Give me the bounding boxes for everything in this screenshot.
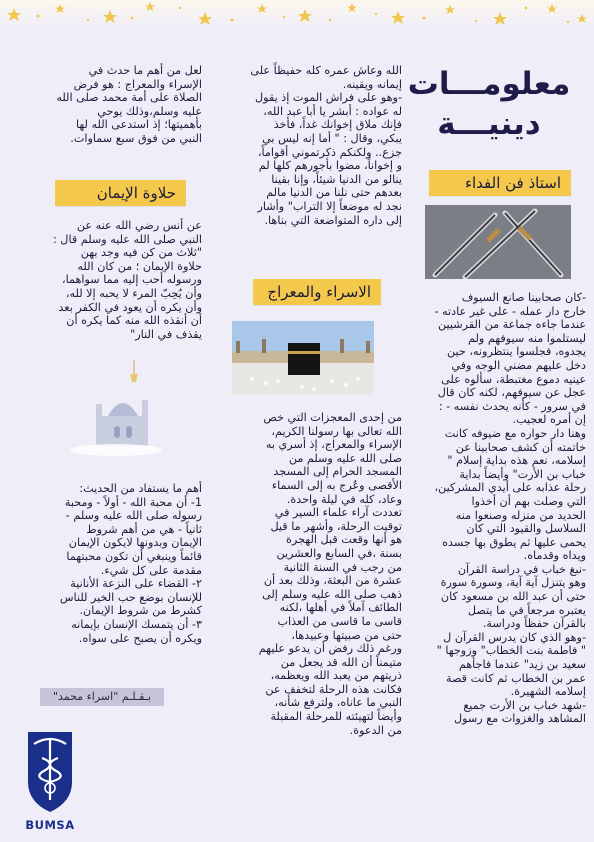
page-title-line1: معلومـــات xyxy=(407,66,571,102)
israa-line: صلى الله عليه وسلم من xyxy=(288,451,402,465)
israa-line: قاسى ما قاسى من العذاب xyxy=(277,614,402,628)
benefit-line: رسوله صلى الله عليه وسلم - xyxy=(65,509,202,523)
israa-line: وعاد، كله في ليلة واحدة. xyxy=(286,492,402,506)
israa-continued-line: الإسراء والمعراج : هو فرض xyxy=(73,77,202,91)
fidaa-line: -وهو الذي كان يدرس القرآن ل xyxy=(443,630,586,644)
page-title-line2: دينيـــة xyxy=(437,106,541,142)
fidaa-text xyxy=(418,291,586,726)
israa-line: متيمناً أن الله قد يجعل من xyxy=(280,655,402,669)
halawa-line: وأن يُحِبّ المرء لا يحبه إلا لله، xyxy=(65,286,202,300)
fidaa-line: إن أمره لعجيب. xyxy=(512,413,586,427)
israa-line: ذهب صلى الله عليه وسلم إلى xyxy=(262,587,402,601)
heading-israa: الاسراء والمعراج xyxy=(253,279,381,305)
fidaa-line: ويداه وقدماه. xyxy=(523,549,586,563)
benefit-line: ويكره أن يصبح على سواه. xyxy=(78,631,202,645)
halawa-line: ورسوله أحب إليه مما سواهما، xyxy=(61,273,202,287)
israa-line: من إحدى المعجزات التي خص xyxy=(263,411,402,424)
benefit-line: الإيمان وبدونها لايكون الإيمان xyxy=(68,536,202,550)
halawa-line: عن أنس رضي الله عنه عن xyxy=(76,219,202,232)
fidaa-line: إسلامه، نعم هذه بداية إسلام " xyxy=(447,454,586,468)
fidaa-line: السلاسل والقيود التي كان xyxy=(466,522,586,536)
continuation-line: إلى داره المتواضعة التي بناها. xyxy=(264,213,402,227)
israa-text xyxy=(226,411,402,737)
israa-line: تعددت آراء علماء السير في xyxy=(274,506,402,520)
benefit-line: 1- أن محبة الله - أولاً - ومحبة xyxy=(64,495,202,509)
fidaa-line: خباب بن الأرت" وأيضاً بداية xyxy=(459,467,586,481)
fidaa-line: في سرور - كأنه يحدث نفسه - : xyxy=(438,399,586,413)
fidaa-line: -شهد خباب بن الأرت جميع xyxy=(463,698,586,712)
fidaa-line: عجل عن سيوفهم، لكنه كان قال xyxy=(437,386,586,400)
fidaa-line: -كان صحابينا صانع السيوف xyxy=(461,291,586,304)
fidaa-line: الحديد من منزله وصنعوا منه xyxy=(455,508,586,522)
benefit-line: ٣- أن يتمسك الإنسان بإيمانه xyxy=(71,617,202,631)
israa-line: من رجب في السنة الثانية xyxy=(283,560,402,574)
crescent-mosque-icon xyxy=(56,360,166,458)
page-title xyxy=(400,64,578,144)
continuation-line: جزع.. ولكنكم ذكرتموني أقواماً، xyxy=(257,145,402,159)
swords-image xyxy=(425,205,571,279)
benefit-line: ٢- القضاء على النزعة الأنانية xyxy=(70,577,202,591)
fidaa-line: " فاطمة بنت الخطاب" وزوجها " xyxy=(436,644,586,658)
benefit-line: قائماً وينبغي أن تكون محبتهما xyxy=(66,549,202,563)
halawa-line: "ثلاث من كن فيه وجد بهن xyxy=(80,246,202,260)
israa-continued-line: لعل من أهم ما حدث في xyxy=(88,64,202,77)
benefit-line: ثانياً - هي من أهم شروط xyxy=(86,522,202,536)
benefits-text xyxy=(36,482,202,645)
halawa-line: يقذف في النار" xyxy=(130,327,202,341)
israa-line: ذريتهم من يعبد الله ويعظمه، xyxy=(270,669,402,683)
fidaa-line: بالقرآن حفظاً ودراسة. xyxy=(482,617,586,631)
israa-line: من الدعوة. xyxy=(349,723,402,737)
fidaa-line: عمر بن الخطاب ثم كانت قصة xyxy=(445,671,586,685)
israa-continued-line: بأهميتها؛ إذ استدعى الله لها xyxy=(75,118,202,132)
fidaa-line: -نبغ خباب في دراسة القرآن xyxy=(457,562,586,576)
benefit-line: كشرط من شروط الإيمان. xyxy=(79,604,202,618)
continuation-line: بعدهم حتى نلنا من الدنيا مالم xyxy=(266,186,402,200)
israa-line: الله تعالى بها رسولنا الكريم، xyxy=(271,424,402,438)
israa-line: توقيت الرحلة، وأشهر ما قيل xyxy=(270,519,402,533)
continuation-line: يبكي، وقال : " أما إنه ليس بي xyxy=(262,131,402,145)
benefit-line: مقدمة على كل شيء. xyxy=(100,563,202,577)
halawa-line: أن أنقذه الله منه كما يكره أن xyxy=(66,314,202,328)
continuation-line: إيمانه ويقينه. xyxy=(342,77,402,91)
israa-line: بسنة ،في السابع والعشرين xyxy=(276,546,402,560)
fidaa-line: حتى أن عبد الله بن مسعود كان xyxy=(440,590,586,604)
fidaa-line: عينيه دموع مغتبطة، سألوه على xyxy=(441,372,586,386)
author-label: بـقـلـم "اسراء محمد" xyxy=(40,688,164,706)
fidaa-line: يعتبره مرجعاً في ما يتصل xyxy=(467,603,586,617)
continuation-line: الله وعاش عمره كله حفيظاً على xyxy=(250,64,402,77)
heading-fidaa: استاذ فن الفداء xyxy=(429,170,571,196)
halawa-line: النبي صلى الله عليه وسلم قال : xyxy=(52,232,202,246)
benefit-line: أهم ما يستفاد من الحديث: xyxy=(79,482,202,495)
israa-continued-line: الصلاة على أمة محمد صلى الله xyxy=(56,91,202,105)
kaaba-image xyxy=(232,321,374,395)
fidaa-line: خارج دار عمله - على غير عادته - xyxy=(434,304,586,318)
israa-line: فكانت هذه الرحلة لتخفف عن xyxy=(265,682,402,696)
halawa-line: حلاوة الإيمان ؛ من كان الله xyxy=(77,259,202,273)
fidaa-line: المشاهد والغزوات مع رسول xyxy=(454,712,586,726)
fidaa-line: يحمى عليها ثم يطوق بها جسده xyxy=(442,535,586,549)
caduceus-shield-icon xyxy=(24,730,76,814)
fidaa-line: إسلامه الشهيرة. xyxy=(510,685,586,699)
israa-line: وأيضاً لتهيئته للمرحلة المقبلة xyxy=(270,710,402,724)
israa-line: الأقصى وعُرج به إلى السماء xyxy=(271,478,402,492)
israa-line: ورغم ذلك رفض أن يدعو عليهم xyxy=(258,642,402,656)
israa-continued-line: عليه وسلم،وذلك يوحي xyxy=(97,104,202,118)
continuation-line: ينالو من الدنيا شيئاً، وإنا بقينا xyxy=(271,172,402,186)
continuation-line: و إخواناً، مضوا بأجورهم كلها لم xyxy=(258,159,402,173)
logo-text: BUMSA xyxy=(25,818,75,832)
fidaa-line: دخل عليهم مضني الوجه وفي xyxy=(451,358,586,372)
fidaa-line: عندما جاءه جماعة من القرشيين xyxy=(438,318,586,332)
fidaa-line: يجدوه، فجلسوا ينتظرونه، حين xyxy=(446,345,586,359)
continuation-text xyxy=(226,64,402,227)
continuation-line: فإنك ملاق إخوانك غداً، فأخذ xyxy=(273,118,402,132)
continuation-line: له عواده : أبشر يا أبا عبد الله، xyxy=(263,104,402,118)
fidaa-line: خاتمته أن كشف صحابينا عن xyxy=(455,440,586,454)
fidaa-line: سعيد بن زيد" عندما فاجأهم xyxy=(458,658,586,672)
continuation-line: نجد له موضعاً إلا التراب" وأشار xyxy=(257,199,402,213)
benefit-line: للإنسان بوضع حب الخير للناس xyxy=(59,590,202,604)
fidaa-line: التي وصلت بهم أن أخذوا xyxy=(471,494,586,508)
israa-continued-text xyxy=(36,64,202,146)
halawa-line: وأن يكره أن يعود في الكفر بعد xyxy=(58,300,202,314)
fidaa-line: وهو يتنزل آية آية، وسورة سورة xyxy=(440,576,586,590)
israa-line: حتى من صبيتها وعبيدها، xyxy=(291,628,402,642)
israa-line: النبي ما عاناه، ولترفع شأنه، xyxy=(274,696,402,710)
halawa-text xyxy=(36,219,202,341)
continuation-line: -وهو على فراش الموت إذ يقول xyxy=(255,91,402,105)
fidaa-line: وهنا دار حواره مع ضيوفه كانت xyxy=(444,426,586,440)
heading-halawa: حلاوة الإيمان xyxy=(55,180,186,206)
fidaa-line: ليستلموا منه سيوفهم ولم xyxy=(468,331,586,345)
israa-continued-line: النبي من فوق سبع سماوات. xyxy=(70,131,202,145)
israa-line: المسجد الحرام إلى المسجد xyxy=(273,465,402,479)
israa-line: الطائف آملاً في أهلها ،لكنه xyxy=(279,601,402,615)
israa-line: الإسراء والمعراج، إذ أسري به xyxy=(265,438,402,452)
israa-line: هو أنها وقعت قبل الهجرة xyxy=(286,533,402,547)
stars-decoration-icon xyxy=(0,0,594,40)
fidaa-line: رحلة عذابه على أيدي المشركين، xyxy=(434,481,586,495)
israa-line: عشرة من البعثة، وذلك بعد أن xyxy=(263,574,402,588)
